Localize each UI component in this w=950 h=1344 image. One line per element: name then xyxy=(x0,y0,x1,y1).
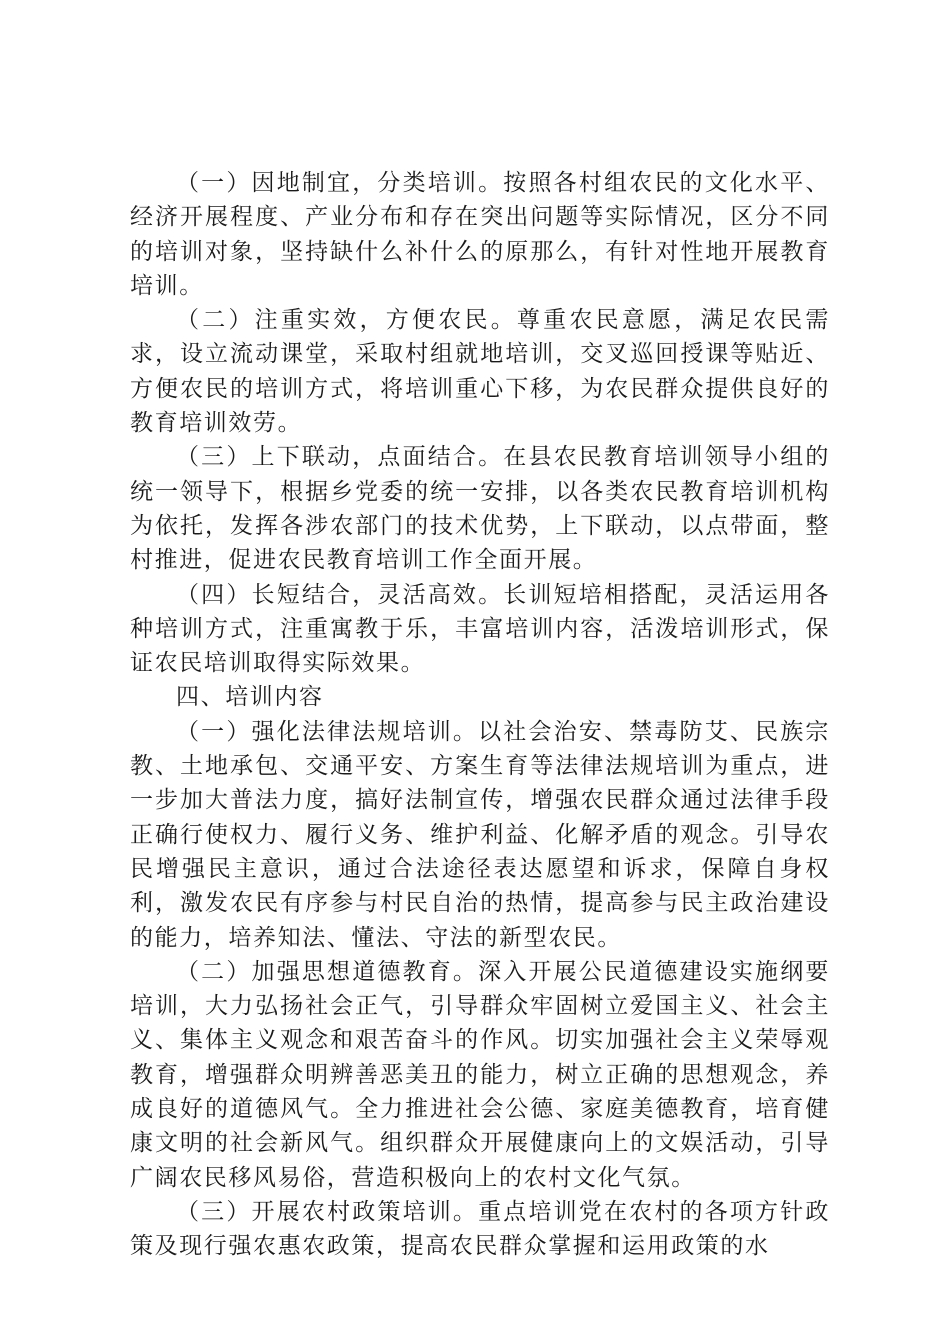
paragraph-content-3: （三）开展农村政策培训。重点培训党在农村的各项方针政策及现行强农惠农政策，提高农民群众掌握和运用政策的水 xyxy=(130,1198,830,1260)
paragraph-principle-4: （四）长短结合，灵活高效。长训短培相搭配，灵活运用各种培训方式，注重寓教于乐，丰富培训内容，活泼培训形式，保证农民培训取得实际效果。 xyxy=(130,581,830,677)
paragraph-principle-3: （三）上下联动，点面结合。在县农民教育培训领导小组的统一领导下，根据乡党委的统一安排，以各类农民教育培训机构为依托，发挥各涉农部门的技术优势，上下联动，以点带面，整村推进，促进农民教育培训工作全面开展。 xyxy=(130,444,830,574)
paragraph-principle-2: （二）注重实效，方便农民。尊重农民意愿，满足农民需求，设立流动课堂，采取村组就地培训，交叉巡回授课等贴近、方便农民的培训方式，将培训重心下移，为农民群众提供良好的教育培训效劳。 xyxy=(130,307,830,437)
section-heading-training-content: 四、培训内容 xyxy=(176,684,324,711)
paragraph-content-1: （一）强化法律法规培训。以社会治安、禁毒防艾、民族宗教、土地承包、交通平安、方案生育等法律法规培训为重点，进一步加大普法力度，搞好法制宣传，增强农民群众通过法律手段正确行使权力、履行义务、维护利益、化解矛盾的观念。引导农民增强民主意识，通过合法途径表达愿望和诉求，保障自身权利，激发农民有序参与村民自治的热情，提高参与民主政治建设的能力，培养知法、懂法、守法的新型农民。 xyxy=(130,718,830,951)
paragraph-content-2: （二）加强思想道德教育。深入开展公民道德建设实施纲要培训，大力弘扬社会正气，引导群众牢固树立爱国主义、社会主义、集体主义观念和艰苦奋斗的作风。切实加强社会主义荣辱观教育，增强群众明辨善恶美丑的能力，树立正确的思想观念，养成良好的道德风气。全力推进社会公德、家庭美德教育，培育健康文明的社会新风气。组织群众开展健康向上的文娱活动，引导广阔农民移风易俗，营造积极向上的农村文化气氛。 xyxy=(130,958,830,1191)
document-body xyxy=(130,166,830,1264)
paragraph-principle-1: （一）因地制宜，分类培训。按照各村组农民的文化水平、经济开展程度、产业分布和存在突出问题等实际情况，区分不同的培训对象，坚持缺什么补什么的原那么，有针对性地开展教育培训。 xyxy=(130,170,830,299)
